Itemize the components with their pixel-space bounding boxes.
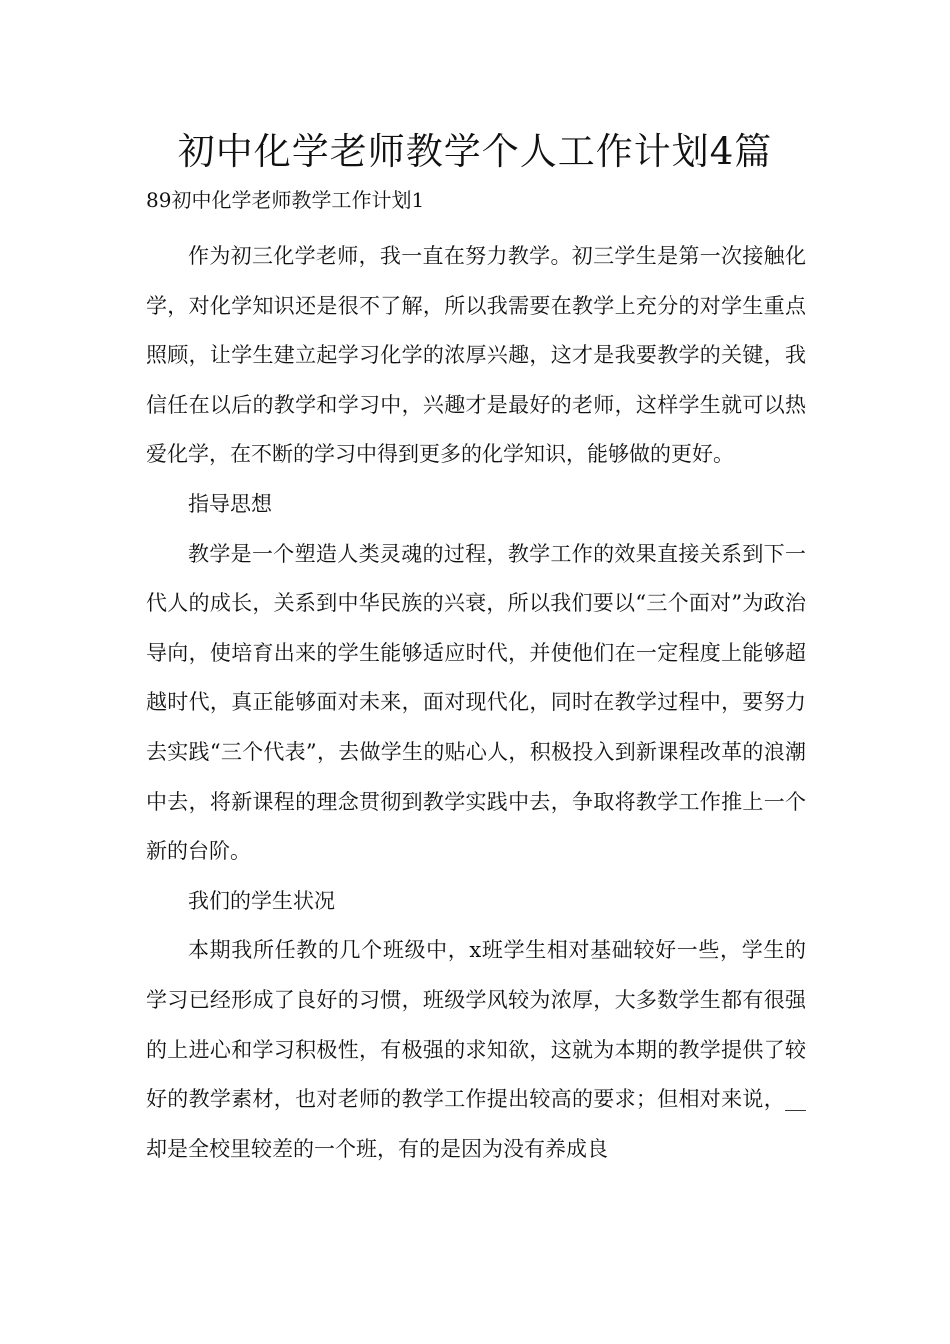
paragraph-student-status: 本期我所任教的几个班级中，x班学生相对基础较好一些，学生的学习已经形成了良好的习惯，班级学风较为浓厚，大多数学生都有很强的上进心和学习积极性，有极强的求知欲，这就为本期的教学提供了较好的教学素材，也对老师的教学工作提出较高的要求；但相对来说，__却是全校里较差的一个班，有的是因为没有养成良 — [146, 938, 806, 1161]
document-title: 初中化学老师教学个人工作计划4篇 — [177, 130, 773, 173]
paragraph-intro: 作为初三化学老师，我一直在努力教学。初三学生是第一次接触化学，对化学知识还是很不了解，所以我需要在教学上充分的对学生重点照顾，让学生建立起学习化学的浓厚兴趣，这才是我要教学的关键，我信任在以后的教学和学习中，兴趣才是最好的老师，这样学生就可以热爱化学，在不断的学习中得到更多的化学知识，能够做的更好。 — [146, 244, 806, 467]
document-subtitle: 89初中化学老师教学工作计划1 — [146, 188, 425, 212]
section-heading-guiding-thought: 指导思想 — [188, 491, 272, 516]
document-body — [146, 232, 806, 1174]
section-heading-student-status: 我们的学生状况 — [188, 888, 335, 913]
paragraph-guiding-thought: 教学是一个塑造人类灵魂的过程，教学工作的效果直接关系到下一代人的成长，关系到中华民族的兴衰，所以我们要以“三个面对”为政治导向，使培育出来的学生能够适应时代，并使他们在一定程度上能够超越时代，真正能够面对未来，面对现代化，同时在教学过程中，要努力去实践“三个代表”，去做学生的贴心人，积极投入到新课程改革的浪潮中去，将新课程的理念贯彻到教学实践中去，争取将教学工作推上一个新的台阶。 — [146, 541, 806, 864]
